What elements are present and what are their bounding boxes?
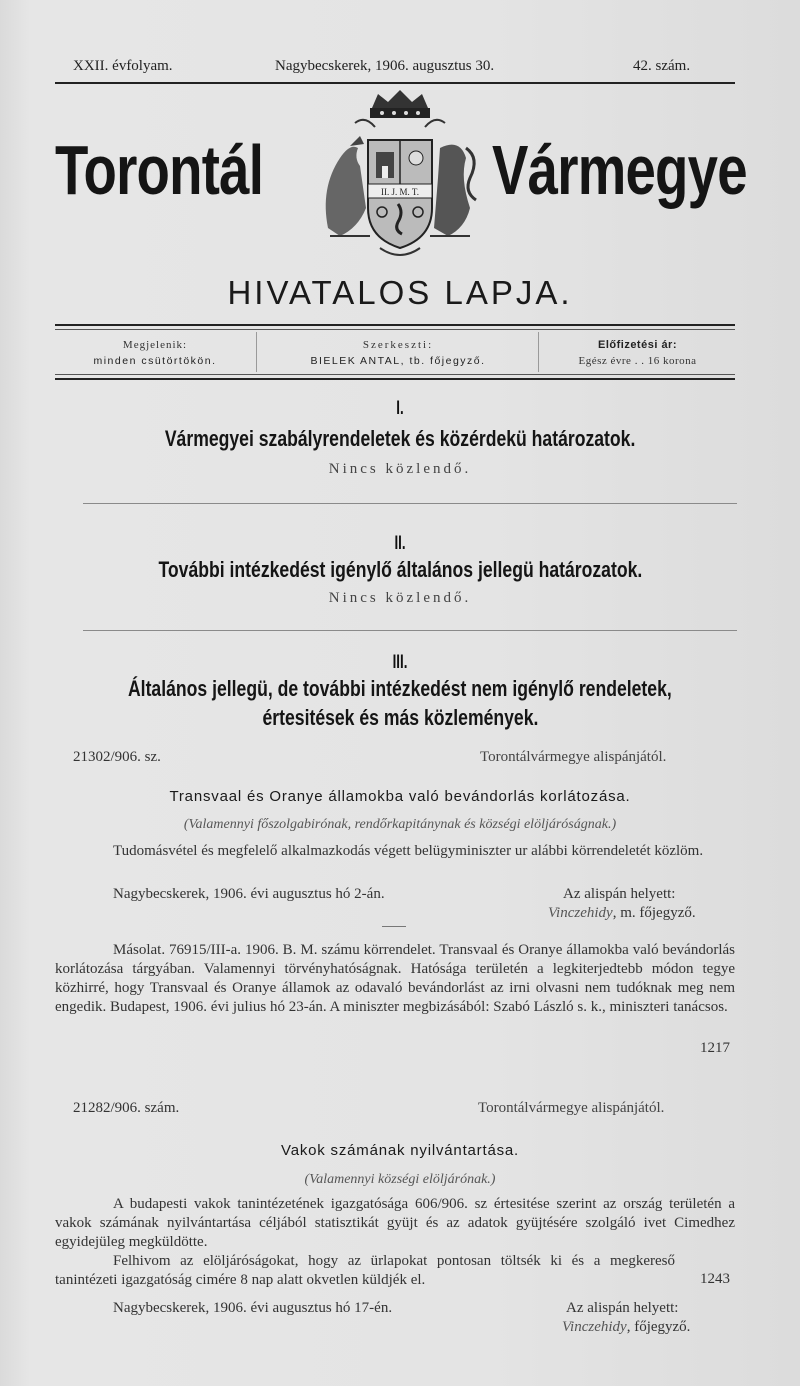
price-info	[540, 337, 735, 373]
subtitle: HIVATALOS LAPJA.	[227, 274, 573, 311]
section-3-number: III.	[392, 652, 408, 673]
article-1-body: Tudomásvétel és megfelelő alkalmazkodás végett belügyminiszter ur alábbi körrendeletét közlöm.	[113, 843, 704, 859]
article-2-ref-source: Torontálvármegye alispánjától.	[478, 1100, 665, 1116]
section-1-heading: Vármegyei szabályrendeletek és közérdekü határozatok.	[164, 426, 636, 451]
article-2-body: A budapesti vakok tanintézetének igazgatósága 606/906. sz értesitése szerint az ország területén a vakok számának nyilvántartása céljából statisztikát gyüjt és az adatok gyüjtésére szolgáló ivet Cimedhez egyidejüleg megküldötte. Felhivom az elöljáróságokat, hogy az ürlapokat pontosan töltsék ki és a megkereső tanintézeti igazgatóság cimére 8 nap alatt okvetlen küldjék el.	[55, 1196, 735, 1288]
info-bar-bottom-rule	[55, 378, 735, 380]
signatory-title: , m. főjegyző.	[612, 905, 696, 921]
article-1-copy-text: Másolat. 76915/III-a. 1906. B. M. számu körrendelet. Transvaal és Oranye államokba való bevándorlás korlátozása tárgyában. Valamennyi törvényhatóságnak. Hatósága területén a legkiterjedtebb módon tegye közhirré, hogy Transvaal és Oranye államok az odavaló bevándorlást az irni olvasni nem tudóknak meg nem engedik. Budapest, 1906. évi julius hó 23-án. A miniszter megbizásából: Szabó László s. k., miniszteri tanácsos.	[55, 942, 735, 1015]
signatory-name: Vinczehidy	[562, 1319, 627, 1335]
info-bar-top-rule-thin	[55, 329, 735, 330]
short-divider	[382, 926, 406, 927]
section-3-heading-line2: értesitések és más közlemények.	[262, 705, 538, 730]
editor-label: Szerkeszti:	[362, 339, 434, 351]
title-right: Vármegye	[492, 131, 747, 209]
article-1-signature	[548, 905, 696, 922]
coat-of-arms-icon	[310, 88, 490, 268]
editor-info	[258, 337, 538, 373]
section-divider	[83, 630, 737, 631]
issue-number: 42. szám.	[633, 58, 691, 74]
published-label: Megjelenik:	[122, 339, 188, 351]
section-2-number: II.	[394, 533, 406, 554]
published-value: minden csütörtökön.	[93, 355, 217, 367]
article-1-ref-source: Torontálvármegye alispánjától.	[480, 749, 667, 765]
published-info	[55, 337, 255, 373]
section-1-note: Nincs közlendő.	[328, 461, 472, 477]
article-1-title: Transvaal és Oranye államokba való bevándorlás korlátozása.	[169, 788, 631, 805]
section-2-heading: További intézkedést igénylő általános jellegü határozatok.	[158, 557, 642, 582]
article-2-title: Vakok számának nyilvántartása.	[281, 1142, 519, 1159]
article-2-sign-role: Az alispán helyett:	[566, 1300, 679, 1316]
masthead-rule	[55, 82, 735, 84]
article-2-signature	[562, 1319, 690, 1336]
signatory-title: , főjegyző.	[626, 1319, 691, 1335]
section-1-number: I.	[396, 398, 404, 419]
section-divider	[83, 503, 737, 504]
article-2-sign-date: Nagybecskerek, 1906. évi augusztus hó 17-én.	[113, 1300, 393, 1316]
article-1-ref-number: 21302/906. sz.	[73, 749, 161, 765]
article-2-item-number: 1243	[700, 1271, 730, 1287]
masthead-topline	[73, 58, 733, 80]
volume-label: XXII. évfolyam.	[73, 58, 173, 74]
editor-value: BIELEK ANTAL, tb. főjegyző.	[310, 355, 486, 367]
article-2-addressee: (Valamennyi községi elöljárónak.)	[304, 1172, 496, 1187]
price-value: Egész évre . . 16 korona	[578, 355, 697, 367]
article-1-sign-role: Az alispán helyett:	[563, 886, 676, 902]
signatory-name: Vinczehidy	[548, 905, 613, 921]
title-left: Torontál	[55, 131, 264, 209]
section-2-note: Nincs közlendő.	[328, 590, 472, 606]
price-label: Előfizetési ár:	[597, 339, 678, 351]
svg-text:II. J. M. T.: II. J. M. T.	[381, 187, 419, 197]
place-date: Nagybecskerek, 1906. augusztus 30.	[275, 58, 495, 74]
info-divider	[256, 332, 257, 372]
section-3-heading-line1: Általános jellegü, de további intézkedést nem igénylő rendeletek,	[128, 676, 672, 701]
article-2-ref-number: 21282/906. szám.	[73, 1100, 180, 1116]
article-1-sign-date: Nagybecskerek, 1906. évi augusztus hó 2-án.	[113, 886, 385, 902]
article-1-addressee: (Valamennyi főszolgabirónak, rendőrkapitánynak és községi elöljáróságnak.)	[183, 817, 617, 832]
info-divider	[538, 332, 539, 372]
info-bar-top-rule	[55, 324, 735, 326]
article-1-item-number: 1217	[700, 1040, 730, 1056]
info-bar-bottom-rule-thin	[55, 374, 735, 375]
